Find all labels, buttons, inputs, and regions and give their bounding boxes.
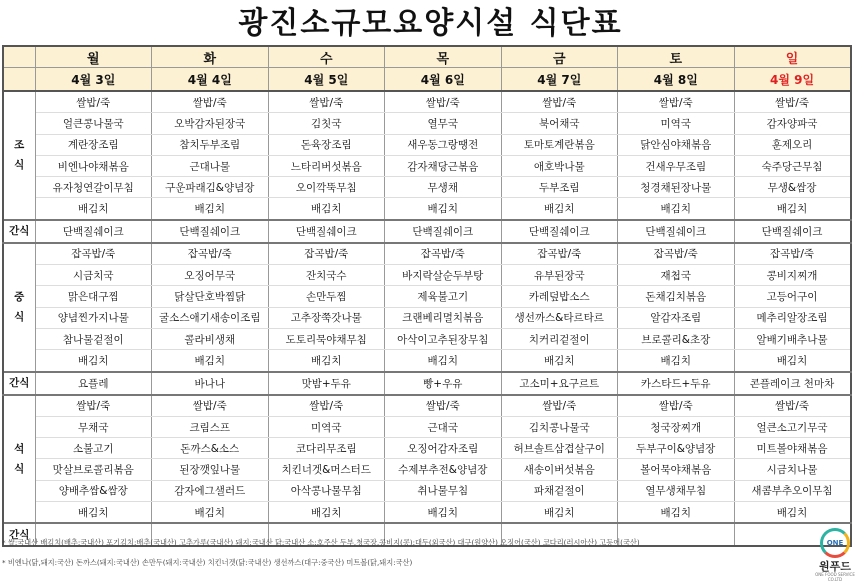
menu-item: 훈제오리 bbox=[734, 134, 851, 155]
menu-item: 두부조림 bbox=[501, 177, 618, 198]
menu-item: 배김치 bbox=[501, 502, 618, 524]
menu-item: 크랜베리멸치볶음 bbox=[385, 307, 502, 328]
menu-item: 아삭이고추된장무침 bbox=[385, 328, 502, 349]
menu-item: 손만두찜 bbox=[268, 286, 385, 307]
menu-item: 무생&쌈장 bbox=[734, 177, 851, 198]
menu-item: 숙주당근무침 bbox=[734, 155, 851, 176]
menu-item: 잡곡밥/죽 bbox=[501, 243, 618, 265]
menu-item: 잡곡밥/죽 bbox=[385, 243, 502, 265]
day-header: 월 bbox=[35, 46, 152, 68]
snack-item: 단백질쉐이크 bbox=[35, 220, 152, 243]
menu-item: 김치콩나물국 bbox=[501, 416, 618, 437]
menu-item: 배김치 bbox=[152, 350, 269, 372]
menu-item: 근대나물 bbox=[152, 155, 269, 176]
menu-item: 쌀밥/죽 bbox=[385, 395, 502, 417]
day-header: 수 bbox=[268, 46, 385, 68]
menu-item: 참나물겉절이 bbox=[35, 328, 152, 349]
menu-item: 배김치 bbox=[618, 198, 735, 220]
menu-item: 배김치 bbox=[35, 502, 152, 524]
menu-item: 크림스프 bbox=[152, 416, 269, 437]
snack-item: 요플레 bbox=[35, 372, 152, 395]
day-header: 일 bbox=[734, 46, 851, 68]
meal-label-char: 중 bbox=[14, 291, 25, 304]
menu-item: 비엔나야채볶음 bbox=[35, 155, 152, 176]
menu-item: 미역국 bbox=[618, 113, 735, 134]
menu-item: 잡곡밥/죽 bbox=[734, 243, 851, 265]
menu-item: 계란장조림 bbox=[35, 134, 152, 155]
menu-item: 알배기배추나물 bbox=[734, 328, 851, 349]
menu-item: 시금치나물 bbox=[734, 459, 851, 480]
snack-item: 바나나 bbox=[152, 372, 269, 395]
menu-item: 잡곡밥/죽 bbox=[35, 243, 152, 265]
menu-item: 청국장찌개 bbox=[618, 416, 735, 437]
menu-item: 닭안심야채볶음 bbox=[618, 134, 735, 155]
menu-item: 열무생채무침 bbox=[618, 480, 735, 501]
menu-item: 쌀밥/죽 bbox=[152, 91, 269, 113]
menu-item: 재첩국 bbox=[618, 265, 735, 286]
menu-item: 유부된장국 bbox=[501, 265, 618, 286]
corner-cell bbox=[3, 68, 35, 92]
date-header: 4월 7일 bbox=[501, 68, 618, 92]
menu-item: 바지락살순두부탕 bbox=[385, 265, 502, 286]
lunch-label bbox=[3, 243, 35, 372]
menu-item: 볼어묵야채볶음 bbox=[618, 459, 735, 480]
menu-item: 치킨너겟&머스터드 bbox=[268, 459, 385, 480]
day-header: 목 bbox=[385, 46, 502, 68]
menu-item: 미역국 bbox=[268, 416, 385, 437]
date-header: 4월 9일 bbox=[734, 68, 851, 92]
menu-item: 쌀밥/죽 bbox=[385, 91, 502, 113]
menu-item: 쌀밥/죽 bbox=[734, 91, 851, 113]
menu-item: 코다리무조림 bbox=[268, 438, 385, 459]
menu-item: 배김치 bbox=[618, 350, 735, 372]
menu-item: 쌀밥/죽 bbox=[734, 395, 851, 417]
menu-item: 구운파래김&양념장 bbox=[152, 177, 269, 198]
menu-item: 오징어감자조림 bbox=[385, 438, 502, 459]
menu-item: 애호박나물 bbox=[501, 155, 618, 176]
snack-item: 맛밤+두유 bbox=[268, 372, 385, 395]
snack-label: 간식 bbox=[3, 220, 35, 243]
meal-label-char: 식 bbox=[14, 462, 25, 475]
snack-item: 빵+우유 bbox=[385, 372, 502, 395]
menu-item: 쌀밥/죽 bbox=[152, 395, 269, 417]
menu-item: 쌀밥/죽 bbox=[35, 395, 152, 417]
snack-item: 고소미+요구르트 bbox=[501, 372, 618, 395]
corner-cell bbox=[3, 46, 35, 68]
date-header: 4월 5일 bbox=[268, 68, 385, 92]
day-header: 화 bbox=[152, 46, 269, 68]
menu-item: 미트볼야채볶음 bbox=[734, 438, 851, 459]
menu-table bbox=[2, 45, 852, 547]
menu-item: 무채국 bbox=[35, 416, 152, 437]
snack-item: 콘플레이크 천마차 bbox=[734, 372, 851, 395]
menu-item: 고등어구이 bbox=[734, 286, 851, 307]
menu-item: 배김치 bbox=[385, 198, 502, 220]
menu-item: 돈채김치볶음 bbox=[618, 286, 735, 307]
menu-item: 느타리버섯볶음 bbox=[268, 155, 385, 176]
menu-item: 취나물무침 bbox=[385, 480, 502, 501]
menu-item: 치커리겉절이 bbox=[501, 328, 618, 349]
menu-item: 참치두부조림 bbox=[152, 134, 269, 155]
menu-item: 무생채 bbox=[385, 177, 502, 198]
menu-item: 브로콜리&초장 bbox=[618, 328, 735, 349]
date-header: 4월 4일 bbox=[152, 68, 269, 92]
menu-item: 두부구이&양념장 bbox=[618, 438, 735, 459]
menu-item: 소불고기 bbox=[35, 438, 152, 459]
menu-item: 고추장쭉갓나물 bbox=[268, 307, 385, 328]
menu-item: 열무국 bbox=[385, 113, 502, 134]
menu-item: 배김치 bbox=[268, 198, 385, 220]
meal-label-char: 조 bbox=[14, 139, 25, 152]
menu-item: 배김치 bbox=[35, 350, 152, 372]
date-header: 4월 3일 bbox=[35, 68, 152, 92]
menu-item: 맛살브로콜리볶음 bbox=[35, 459, 152, 480]
snack-label: 간식 bbox=[3, 372, 35, 395]
menu-item: 도토리묵야채무침 bbox=[268, 328, 385, 349]
date-header: 4월 6일 bbox=[385, 68, 502, 92]
meal-label-char: 식 bbox=[14, 311, 25, 324]
meal-label-char: 식 bbox=[14, 159, 25, 172]
page-title: 광진소규모요양시설 식단표 bbox=[238, 6, 623, 41]
dinner-label bbox=[3, 395, 35, 524]
menu-item: 배김치 bbox=[501, 350, 618, 372]
menu-item: 얼큰소고기무국 bbox=[734, 416, 851, 437]
menu-item: 새우동그랑땡전 bbox=[385, 134, 502, 155]
logo-name: 원푸드 bbox=[819, 560, 851, 573]
snack-item: 단백질쉐이크 bbox=[152, 220, 269, 243]
menu-item: 배김치 bbox=[618, 502, 735, 524]
menu-item: 굴소스애기새송이조림 bbox=[152, 307, 269, 328]
menu-item: 쌀밥/죽 bbox=[618, 395, 735, 417]
menu-item: 쌀밥/죽 bbox=[35, 91, 152, 113]
menu-item: 건새우무조림 bbox=[618, 155, 735, 176]
menu-item: 북어채국 bbox=[501, 113, 618, 134]
menu-item: 카레덮밥소스 bbox=[501, 286, 618, 307]
menu-item: 김칫국 bbox=[268, 113, 385, 134]
menu-item: 콜라비생채 bbox=[152, 328, 269, 349]
menu-item: 잔치국수 bbox=[268, 265, 385, 286]
menu-item: 유자청연갈이무침 bbox=[35, 177, 152, 198]
menu-item: 콩비지찌개 bbox=[734, 265, 851, 286]
menu-item: 청경채된장나물 bbox=[618, 177, 735, 198]
menu-item: 배김치 bbox=[35, 198, 152, 220]
menu-item: 배김치 bbox=[501, 198, 618, 220]
snack-item: 단백질쉐이크 bbox=[385, 220, 502, 243]
day-header: 금 bbox=[501, 46, 618, 68]
menu-item: 허브솔트삼겹살구이 bbox=[501, 438, 618, 459]
menu-item: 쌀밥/죽 bbox=[501, 91, 618, 113]
snack-item: 단백질쉐이크 bbox=[618, 220, 735, 243]
menu-item: 배김치 bbox=[734, 198, 851, 220]
snack-item: 카스타드+두유 bbox=[618, 372, 735, 395]
footnote-line: * 쌀:국내산 배김치(배추:국내산) 포기김치:배추(국내산) 고추가루(국내산) 돼지:국내산 닭:국내산 소:호주산 두부,청국장,콩비지(콩):대두(외국산) 대구(원양산) 오징어(국산) 코다리(러시아산) 고등어(국산) bbox=[2, 538, 640, 547]
menu-item: 아삭콩나물무침 bbox=[268, 480, 385, 501]
footnote-line: * 비엔나(닭,돼지:국산) 돈까스(돼지:국내산) 손만두(돼지:국내산) 치킨너겟(닭:국내산) 생선까스(대구:중국산) 미트볼(닭,돼지:국산) bbox=[2, 558, 413, 567]
breakfast-label bbox=[3, 91, 35, 220]
menu-item: 생선까스&타르타르 bbox=[501, 307, 618, 328]
menu-item: 토마토계란볶음 bbox=[501, 134, 618, 155]
day-header: 토 bbox=[618, 46, 735, 68]
menu-item: 제육불고기 bbox=[385, 286, 502, 307]
snack-item: 단백질쉐이크 bbox=[734, 220, 851, 243]
snack-item: 단백질쉐이크 bbox=[268, 220, 385, 243]
company-logo bbox=[812, 528, 858, 580]
menu-item: 메추리알장조림 bbox=[734, 307, 851, 328]
menu-item: 맑은대구찜 bbox=[35, 286, 152, 307]
menu-item: 배김치 bbox=[385, 350, 502, 372]
menu-item: 쌀밥/죽 bbox=[268, 395, 385, 417]
menu-item: 돈육장조림 bbox=[268, 134, 385, 155]
date-header: 4월 8일 bbox=[618, 68, 735, 92]
menu-item: 감자채당근볶음 bbox=[385, 155, 502, 176]
menu-item: 얼큰콩나물국 bbox=[35, 113, 152, 134]
logo-subtitle: ONE FOOD SERVICE CO.LTD bbox=[815, 572, 855, 582]
menu-item: 배김치 bbox=[734, 502, 851, 524]
menu-item: 배김치 bbox=[385, 502, 502, 524]
menu-item: 배김치 bbox=[268, 502, 385, 524]
menu-item: 근대국 bbox=[385, 416, 502, 437]
menu-item: 쌀밥/죽 bbox=[501, 395, 618, 417]
menu-item: 된장깻잎나물 bbox=[152, 459, 269, 480]
menu-item: 배김치 bbox=[734, 350, 851, 372]
menu-item: 잡곡밥/죽 bbox=[618, 243, 735, 265]
snack-item: 단백질쉐이크 bbox=[501, 220, 618, 243]
origin-footnotes bbox=[2, 533, 812, 573]
menu-item: 감자양파국 bbox=[734, 113, 851, 134]
menu-item: 배김치 bbox=[152, 502, 269, 524]
menu-item: 잡곡밥/죽 bbox=[268, 243, 385, 265]
menu-item: 배김치 bbox=[268, 350, 385, 372]
menu-item: 감자에그샐러드 bbox=[152, 480, 269, 501]
menu-item: 돈까스&소스 bbox=[152, 438, 269, 459]
menu-item: 오징어무국 bbox=[152, 265, 269, 286]
menu-item: 양념찐가지나물 bbox=[35, 307, 152, 328]
menu-item: 양배추쌈&쌈장 bbox=[35, 480, 152, 501]
menu-item: 쌀밥/죽 bbox=[618, 91, 735, 113]
menu-item: 닭살단호박찜닭 bbox=[152, 286, 269, 307]
snack-label: 간식 bbox=[3, 523, 35, 546]
menu-item: 파채겉절이 bbox=[501, 480, 618, 501]
menu-item: 잡곡밥/죽 bbox=[152, 243, 269, 265]
menu-item: 쌀밥/죽 bbox=[268, 91, 385, 113]
meal-label-char: 석 bbox=[14, 442, 25, 455]
menu-item: 새송이버섯볶음 bbox=[501, 459, 618, 480]
logo-badge: ONE bbox=[820, 528, 850, 558]
menu-item: 배김치 bbox=[152, 198, 269, 220]
menu-item: 시금치국 bbox=[35, 265, 152, 286]
menu-item: 알감자조림 bbox=[618, 307, 735, 328]
menu-item: 새콤부추오이무침 bbox=[734, 480, 851, 501]
menu-item: 오박감자된장국 bbox=[152, 113, 269, 134]
menu-item: 수제부추전&양념장 bbox=[385, 459, 502, 480]
menu-item: 오이깍뚝무침 bbox=[268, 177, 385, 198]
